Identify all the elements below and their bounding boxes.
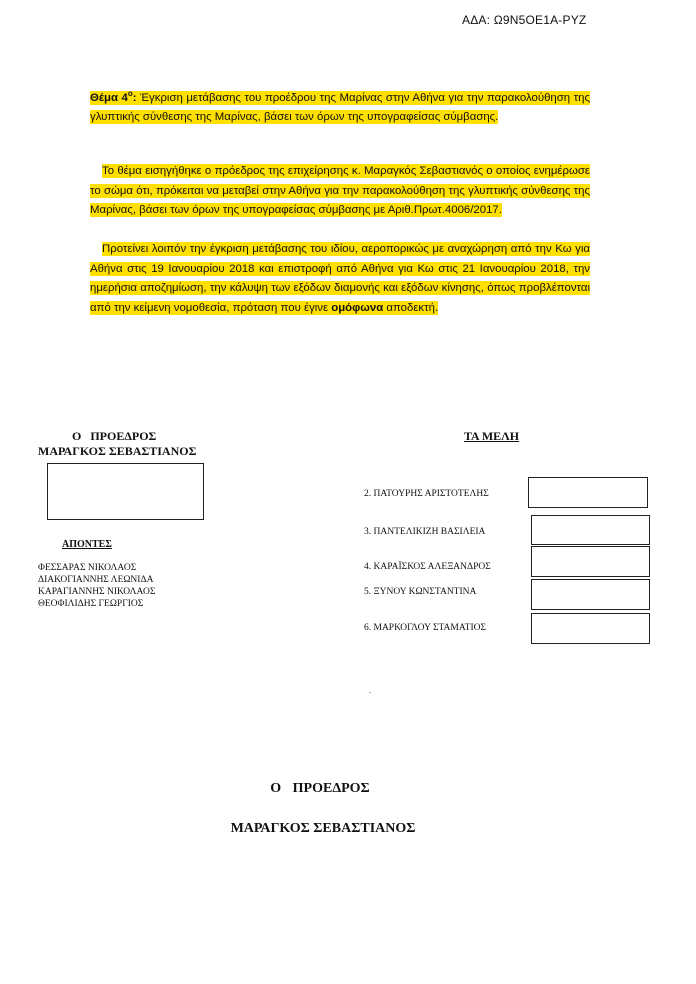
topic-colon: : (132, 91, 137, 104)
member-signature-box (531, 515, 650, 545)
absent-heading: ΑΠΟΝΤΕΣ (62, 539, 112, 550)
member-signature-box (528, 477, 648, 508)
ada-code: ΑΔΑ: Ω9Ν5ΟΕ1Α-ΡΥΖ (462, 13, 587, 27)
absent-list (38, 562, 155, 610)
absent-name: ΘΕΟΦΙΛΙΔΗΣ ΓΕΩΡΓΙΟΣ (38, 599, 144, 609)
member-label: 2. ΠΑΤΟΥΡΗΣ ΑΡΙΣΤΟΤΕΛΗΣ (364, 489, 489, 499)
paragraph-proposal (90, 240, 590, 318)
paragraph-intro-text: Το θέμα εισηγήθηκε ο πρόεδρος της επιχείρησης κ. Μαραγκός Σεβαστιανός ο οποίος ενημέρωσε το σώμα ότι, πρόκειται να μεταβεί στην Αθήνα για την παρακολούθηση της γλυπτικής σύνθεσης της Μαρίνας, βάσει των όρων της υπογραφείσας σύμβασης με Αριθ.Πρωτ.4006/2017. (90, 165, 590, 216)
member-signature-box (531, 613, 650, 644)
member-signature-box (531, 579, 650, 610)
member-label: 4. ΚΑΡΑΪΣΚΟΣ ΑΛΕΞΑΝΔΡΟΣ (364, 562, 491, 572)
member-label: 5. ΞΥΝΟΥ ΚΩΝΣΤΑΝΤΙΝΑ (364, 587, 477, 597)
footer-name: ΜΑΡΑΓΚΟΣ ΣΕΒΑΣΤΙΑΝΟΣ (230, 821, 416, 836)
paragraph-intro (90, 162, 590, 221)
topic-label: Θέμα 4 (90, 91, 128, 104)
unanimous-bold: ομόφωνα (331, 301, 384, 314)
topic-paragraph (90, 84, 590, 128)
stray-dot: . (369, 686, 371, 695)
topic-superscript: ο (127, 89, 133, 98)
footer-title: Ο ΠΡΟΕΔΡΟΣ (270, 781, 370, 796)
paragraph-proposal-text: Προτείνει λοιπόν την έγκριση μετάβασης του ιδίου, αεροπορικώς με αναχώρηση από την Κω για Αθήνα στις 19 Ιανουαρίου 2018 και επιστροφή από Αθήνα για Κω στις 21 Ιανουαρίου 2018, την ημερήσια αποζημίωση, την κάλυψη των εξόδων διαμονής και εξόδων κίνησης, όπως προβλέπονται από την κείμενη νομοθεσία, πρόταση που έγινε (90, 243, 590, 314)
topic-text: Έγκριση μετάβασης του προέδρου της Μαρίνας στην Αθήνα για την παρακολούθηση της γλυπτικής σύνθεσης της Μαρίνας, βάσει των όρων της υπογραφείσας σύμβασης. (90, 91, 590, 124)
president-signature-box (47, 463, 204, 520)
absent-name: ΦΕΣΣΑΡΑΣ ΝΙΚΟΛΑΟΣ (38, 563, 137, 573)
absent-name: ΔΙΑΚΟΓΙΑΝΝΗΣ ΛΕΩΝΙΔΑ (38, 575, 154, 585)
member-signature-box (531, 546, 650, 577)
member-label: 6. ΜΑΡΚΟΓΛΟΥ ΣΤΑΜΑΤΙΟΣ (364, 623, 487, 633)
president-title: Ο ΠΡΟΕΔΡΟΣ (72, 429, 157, 443)
paragraph-proposal-end: αποδεκτή. (383, 301, 439, 314)
absent-name: ΚΑΡΑΓΙΑΝΝΗΣ ΝΙΚΟΛΑΟΣ (38, 587, 156, 597)
member-label: 3. ΠΑΝΤΕΛΙΚΙΖΗ ΒΑΣΙΛΕΙΑ (364, 527, 486, 537)
president-name: ΜΑΡΑΓΚΟΣ ΣΕΒΑΣΤΙΑΝΟΣ (38, 444, 197, 458)
members-heading: ΤΑ ΜΕΛΗ (464, 429, 520, 443)
